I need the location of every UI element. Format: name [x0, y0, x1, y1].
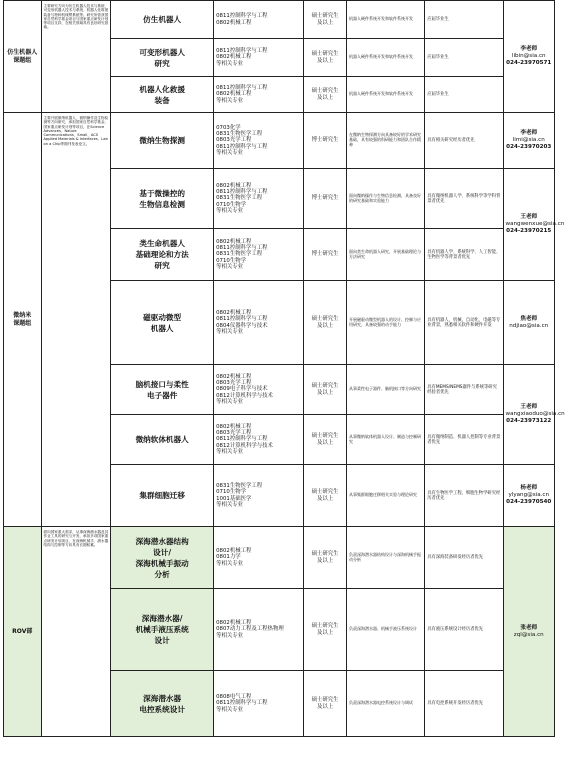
contact-cell: [503, 465, 555, 527]
majors-cell: 0802机械工程 0811控制科学与工程 0831生物医学工程 0710生物学 等相关专业: [214, 169, 304, 229]
contact-cell: [503, 365, 565, 465]
qualification-cell: 从事集群细胞迁移相关实验与理论研究: [347, 465, 425, 527]
project-name: 类生命机器人 基础理论和方法 研究: [111, 229, 214, 281]
project-name: 集群细胞迁移: [111, 465, 214, 527]
qualification-cell: 负责深海潜水器结构设计与深海机械手振动分析: [347, 527, 425, 589]
qualification-cell: 开展磁驱动微型机器人的设计、控制与应用研究，具备较强的动手能力: [347, 281, 425, 365]
direction-cell: ROV部: [4, 527, 42, 737]
recruit-cell: 具有相关研究经历者优先: [425, 113, 503, 169]
degree-cell: 硕士研究生 及以上: [304, 365, 347, 415]
recruit-cell: 具有电控系统开发经历者优先: [425, 671, 503, 737]
recruit-cell: 应届毕业生: [425, 77, 503, 113]
recruit-cell: 具有液压系统设计经历者优先: [425, 589, 503, 671]
contact-cell: [503, 281, 555, 365]
recruit-cell: 应届毕业生: [425, 39, 503, 77]
table-row: [4, 527, 555, 589]
majors-cell: 0703化学 0831生物医学工程 0803光学工程 0811控制科学与工程 等相关专业: [214, 113, 304, 169]
degree-cell: 硕士研究生 及以上: [304, 527, 347, 589]
recruitment-table: [3, 0, 565, 737]
contact-phone: 024-23970571: [506, 60, 552, 66]
contact-name: 王老师: [520, 404, 538, 410]
contact-email[interactable]: wangwenxue@sia.cn: [505, 221, 565, 227]
contact-phone: 024-23973122: [506, 418, 552, 424]
contact-email[interactable]: ylyang@sia.cn: [508, 492, 550, 498]
contact-name: 张老师: [520, 624, 538, 631]
project-name: 磁驱动微型 机器人: [111, 281, 214, 365]
contact-email[interactable]: zql@sia.cn: [513, 631, 544, 638]
project-name: 深海潜水器/ 机械手液压系统 设计: [111, 589, 214, 671]
recruit-cell: 具有机器人学、系统科学、人工智能、生物医学等背景者优先: [425, 229, 503, 281]
degree-cell: 硕士研究生 及以上: [304, 465, 347, 527]
recruit-cell: 具有机器人、机械、自动化、电磁等专业背景，熟悉相关软件和硬件开发: [425, 281, 503, 365]
qualification-cell: 机器人硬件系统开发和软件系统开发: [347, 1, 425, 39]
degree-cell: 硕士研究生 及以上: [304, 39, 347, 77]
degree-cell: 博士研究生: [304, 113, 347, 169]
majors-cell: 0802机械工程 0807动力工程及工程热物理 等相关专业: [214, 589, 304, 671]
project-name: 脑机接口与柔性 电子器件: [111, 365, 214, 415]
contact-cell: [503, 527, 555, 737]
direction-cell: 微纳米 课题组: [4, 113, 42, 527]
qualification-cell: 机器人硬件系统开发和软件系统开发: [347, 39, 425, 77]
qualification-cell: 在微纳生物探测方向具备较好的学术研究基础，具有较强的科研能力和团队合作精神: [347, 113, 425, 169]
contact-name: 王老师: [520, 214, 538, 220]
majors-cell: 0811控制科学与工程 0802机械工程: [214, 1, 304, 39]
contact-phone: 024-23970215: [506, 228, 552, 234]
contact-name: 杨老师: [520, 485, 538, 491]
qualification-cell: 负责深海潜水器、机械手液压系统设计: [347, 589, 425, 671]
contact-name: 李老师: [520, 130, 538, 136]
degree-cell: 博士研究生: [304, 229, 347, 281]
contact-email[interactable]: libin@sia.cn: [511, 53, 546, 59]
contact-name: 李老师: [520, 46, 538, 52]
degree-cell: 硕士研究生 及以上: [304, 589, 347, 671]
qualification-cell: 面向类生命机器人研究，开展基础理论与方法研究: [347, 229, 425, 281]
recruit-cell: 具有MEMS/NEMS器件与系统等研究经验者优先: [425, 365, 503, 415]
recruit-cell: 应届毕业生: [425, 1, 503, 39]
contact-phone: 024-23970203: [506, 144, 552, 150]
contact-cell: [503, 1, 555, 113]
contact-email[interactable]: limi@sia.cn: [512, 137, 545, 143]
recruit-cell: 具有微纳制造、机器人控制等专业背景者优先: [425, 415, 503, 465]
majors-cell: 0802机械工程 0811控制科学与工程 0804仪器科学与技术 等相关专业: [214, 281, 304, 365]
project-name: 基于微操控的 生物信息检测: [111, 169, 214, 229]
direction-intro: 主要开展微纳机器人、微纳操作及生物检测等方向研究，承担国家自然科学基金、国家重点研发计划等项目，在Science Advances、Nature Communications、Small、ACS Applied Materials & Interfaces、Lab on a Chip等期刊发表论文。: [41, 113, 111, 527]
majors-cell: 0802机械工程 0801力学 等相关专业: [214, 527, 304, 589]
table-row: [4, 1, 555, 39]
degree-cell: 硕士研究生 及以上: [304, 671, 347, 737]
majors-cell: 0808电气工程 0811控制科学与工程 等相关专业: [214, 671, 304, 737]
recruit-cell: 具有微纳机器人学、系统科学等学科背景者优先: [425, 169, 503, 229]
degree-cell: 硕士研究生 及以上: [304, 415, 347, 465]
majors-cell: 0831生物医学工程 0710生物学 1001基础医学 等相关专业: [214, 465, 304, 527]
contact-cell: [503, 169, 565, 281]
contact-email[interactable]: wangxiaoduo@sia.cn: [505, 411, 565, 417]
degree-cell: 硕士研究生 及以上: [304, 1, 347, 39]
contact-phone: 024-23970540: [506, 499, 552, 505]
project-name: 深海潜水器结构 设计/ 深海机械手振动 分析: [111, 527, 214, 589]
contact-name: 焦老师: [520, 315, 538, 322]
project-name: 微纳软体机器人: [111, 415, 214, 465]
qualification-cell: 面向微纳操作与生物信息检测，具备良好的研究基础和实验能力: [347, 169, 425, 229]
project-name: 微纳生物探测: [111, 113, 214, 169]
recruit-cell: 具有深海装备研发经历者优先: [425, 527, 503, 589]
project-name: 仿生机器人: [111, 1, 214, 39]
contact-email[interactable]: ndjiao@sia.cn: [509, 322, 549, 329]
majors-cell: 0811控制科学与工程 0802机械工程 等相关专业: [214, 77, 304, 113]
degree-cell: 硕士研究生 及以上: [304, 281, 347, 365]
contact-cell: [503, 113, 555, 169]
qualification-cell: 从事微纳软体机器人设计、制造与控制研究: [347, 415, 425, 465]
qualification-cell: 机器人硬件系统开发和软件系统开发: [347, 77, 425, 113]
majors-cell: 0802机械工程 0803光学工程 0811控制科学与工程 0812计算机科学与技术 等相关专业: [214, 415, 304, 465]
project-name: 机器人化救援 装备: [111, 77, 214, 113]
table-row: [4, 113, 555, 169]
recruit-cell: 具有生物医学工程、细胞生物学研究经历者优先: [425, 465, 503, 527]
qualification-cell: 从事柔性电子器件、脑机接口等方向研究: [347, 365, 425, 415]
degree-cell: 硕士研究生 及以上: [304, 77, 347, 113]
direction-cell: 仿生机器人 课题组: [4, 1, 42, 113]
direction-intro: 面向国家重大需求，从事深海潜水器及其作业工具的研究与开发，承担多项国家重点研发计划项目，在深海机械手、潜水器结构与控制等方向具有长期积累。: [41, 527, 111, 737]
majors-cell: 0802机械工程 0811控制科学与工程 0831生物医学工程 0710生物学 等相关专业: [214, 229, 304, 281]
degree-cell: 博士研究生: [304, 169, 347, 229]
majors-cell: 0811控制科学与工程 0802机械工程 等相关专业: [214, 39, 304, 77]
project-name: 深海潜水器 电控系统设计: [111, 671, 214, 737]
project-name: 可变形机器人 研究: [111, 39, 214, 77]
direction-intro: 主要研究方向为仿生机器人技术与系统、可变形机器人技术与系统、机器人化救援装备与特种机械臂系统等。研究所曾获国家自然科学基金项目与国家重点研发计划等项目支持，在相关领域具有良好研究基础。: [41, 1, 111, 113]
qualification-cell: 负责深海潜水器电控系统设计与调试: [347, 671, 425, 737]
majors-cell: 0802机械工程 0803光学工程 0809电子科学与技术 0812计算机科学与技术 等相关专业: [214, 365, 304, 415]
